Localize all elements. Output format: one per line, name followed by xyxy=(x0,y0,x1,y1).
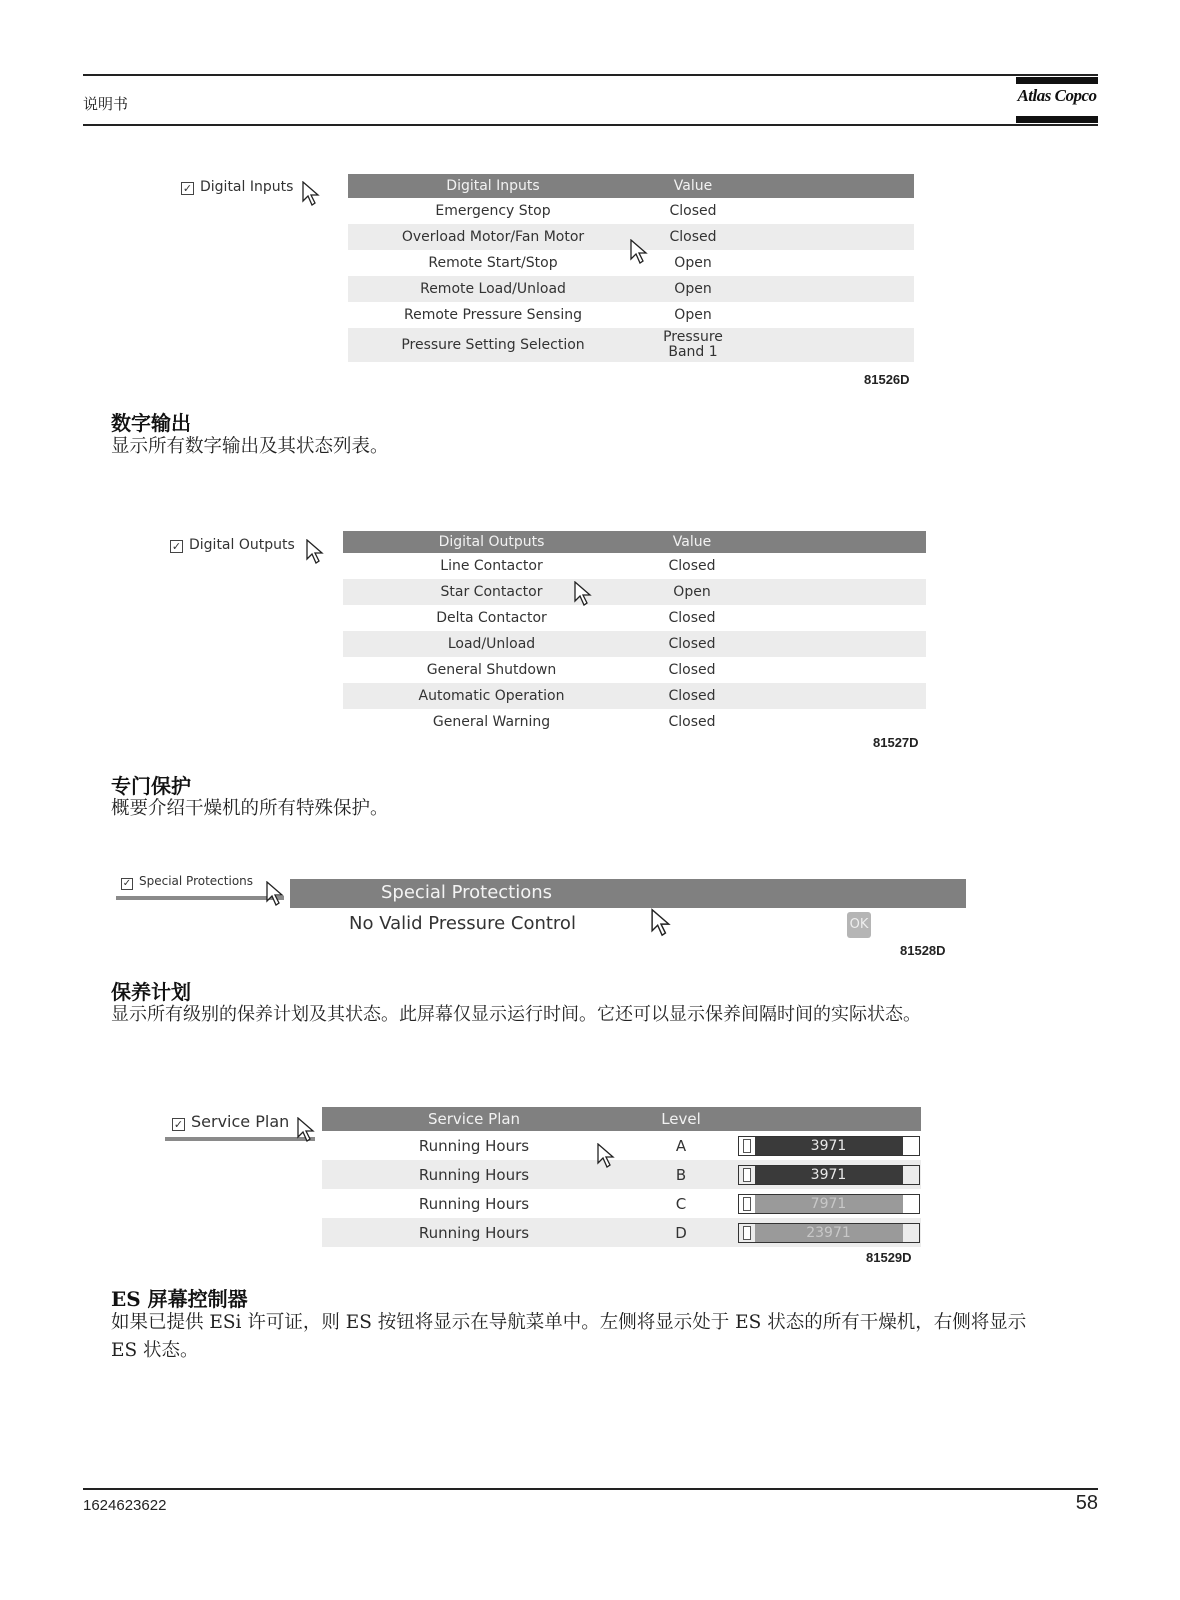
table-row: Line Contactor Closed xyxy=(440,558,716,574)
column-header: Level xyxy=(626,1107,736,1131)
slider-handle xyxy=(743,1139,751,1153)
running-hours-value: 3971 xyxy=(810,1166,847,1183)
digital-inputs-table xyxy=(348,174,914,362)
service-plan-checkbox[interactable] xyxy=(172,1112,289,1131)
mouse-pointer-icon xyxy=(302,181,320,207)
running-hours-value: 23971 xyxy=(806,1224,851,1241)
special-protections-checkbox[interactable] xyxy=(121,874,253,890)
document-number: 1624623622 xyxy=(83,1497,167,1514)
section-title: 专门保护 xyxy=(111,774,191,798)
section-title: 数字输出 xyxy=(111,411,191,435)
protection-message: No Valid Pressure Control xyxy=(349,913,576,934)
table-row: General Shutdown Closed xyxy=(426,662,716,678)
mouse-pointer-icon xyxy=(630,239,648,265)
figure-id: 81526D xyxy=(864,372,910,387)
table-row: Automatic Operation Closed xyxy=(343,683,926,709)
footer-rule xyxy=(83,1488,1098,1490)
column-header: Service Plan xyxy=(322,1107,626,1131)
checkbox-check-icon: ✓ xyxy=(173,1118,184,1131)
page-number: 58 xyxy=(1075,1492,1098,1514)
mouse-pointer-icon xyxy=(651,908,671,938)
section-title: 保养计划 xyxy=(111,980,191,1004)
digital-inputs-checkbox[interactable] xyxy=(181,179,293,195)
table-row: Remote Load/Unload Open xyxy=(348,276,914,302)
ok-button[interactable]: OK xyxy=(847,912,871,938)
service-progress-bar xyxy=(738,1223,920,1243)
column-header xyxy=(736,1107,921,1131)
atlas-copco-logo xyxy=(1016,77,1098,123)
logo-text: Atlas Copco xyxy=(1017,86,1097,105)
header-bottom-rule xyxy=(83,124,1098,126)
slider-handle xyxy=(743,1226,751,1240)
table-row: Delta Contactor Closed xyxy=(436,610,716,626)
mouse-pointer-icon xyxy=(297,1117,315,1143)
service-progress-bar xyxy=(738,1194,920,1214)
checkbox-check-icon: ✓ xyxy=(122,878,132,889)
digital-outputs-checkbox-label: Digital Outputs xyxy=(189,537,295,553)
selected-indicator xyxy=(116,896,284,900)
mouse-pointer-icon xyxy=(266,881,284,907)
header-top-rule xyxy=(83,74,1098,76)
table-row: Emergency Stop Closed xyxy=(435,203,717,219)
service-plan-table xyxy=(322,1107,921,1247)
table-row: Running Hours A 3971 xyxy=(322,1131,921,1160)
section-body: 概要介绍干燥机的所有特殊保护。 xyxy=(111,798,389,819)
table-row: Overload Motor/Fan Motor Closed xyxy=(348,224,914,250)
special-protections-header-label: Special Protections xyxy=(381,882,553,903)
figure-id: 81529D xyxy=(866,1250,912,1265)
digital-outputs-checkbox[interactable] xyxy=(170,537,295,553)
selected-indicator xyxy=(165,1137,315,1141)
section-body: 显示所有数字输出及其状态列表。 xyxy=(111,436,389,457)
figure-id: 81527D xyxy=(873,735,919,750)
digital-outputs-table xyxy=(343,531,926,735)
mouse-pointer-icon xyxy=(306,539,324,565)
running-hours-value: 3971 xyxy=(810,1137,847,1154)
mouse-pointer-icon xyxy=(574,581,592,607)
table-row: Load/Unload Closed xyxy=(343,631,926,657)
service-progress-bar xyxy=(738,1136,920,1156)
table-row: Pressure Setting Selection Pressure Band 1 xyxy=(348,328,914,362)
checkbox-check-icon: ✓ xyxy=(171,540,182,553)
table-row: Star Contactor Open xyxy=(343,579,926,605)
checkbox-check-icon: ✓ xyxy=(182,182,193,195)
column-header: Digital Outputs xyxy=(343,531,640,553)
section-body: 如果已提供 ESi 许可证，则 ES 按钮将显示在导航菜单中。左侧将显示处于 ES 状态的所有干燥机，右侧将显示 ES 状态。 xyxy=(111,1312,1027,1361)
table-row: Remote Start/Stop Open xyxy=(428,255,712,271)
table-row: Running Hours B 3971 xyxy=(322,1160,921,1189)
table-row: Running Hours D 23971 xyxy=(322,1218,921,1247)
header-title: 说明书 xyxy=(83,95,129,113)
column-header: Value xyxy=(640,531,744,553)
figure-id: 81528D xyxy=(900,943,946,958)
table-row: General Warning Closed xyxy=(432,714,716,730)
section-title: ES 屏幕控制器 xyxy=(111,1287,248,1311)
column-header: Value xyxy=(638,174,748,198)
service-plan-checkbox-label: Service Plan xyxy=(191,1112,290,1131)
table-row: Remote Pressure Sensing Open xyxy=(403,307,712,323)
column-header: Digital Inputs xyxy=(348,174,638,198)
running-hours-value: 7971 xyxy=(810,1195,847,1212)
section-body: 显示所有级别的保养计划及其状态。此屏幕仅显示运行时间。它还可以显示保养间隔时间的实际状态。 xyxy=(111,1004,921,1025)
digital-inputs-checkbox-label: Digital Inputs xyxy=(200,179,294,195)
special-protections-header xyxy=(290,879,966,908)
slider-handle xyxy=(743,1197,751,1211)
service-progress-bar xyxy=(738,1165,920,1185)
mouse-pointer-icon xyxy=(597,1143,615,1169)
table-row: Running Hours C 7971 xyxy=(322,1189,921,1218)
slider-handle xyxy=(743,1168,751,1182)
special-protections-checkbox-label: Special Protections xyxy=(139,874,254,888)
